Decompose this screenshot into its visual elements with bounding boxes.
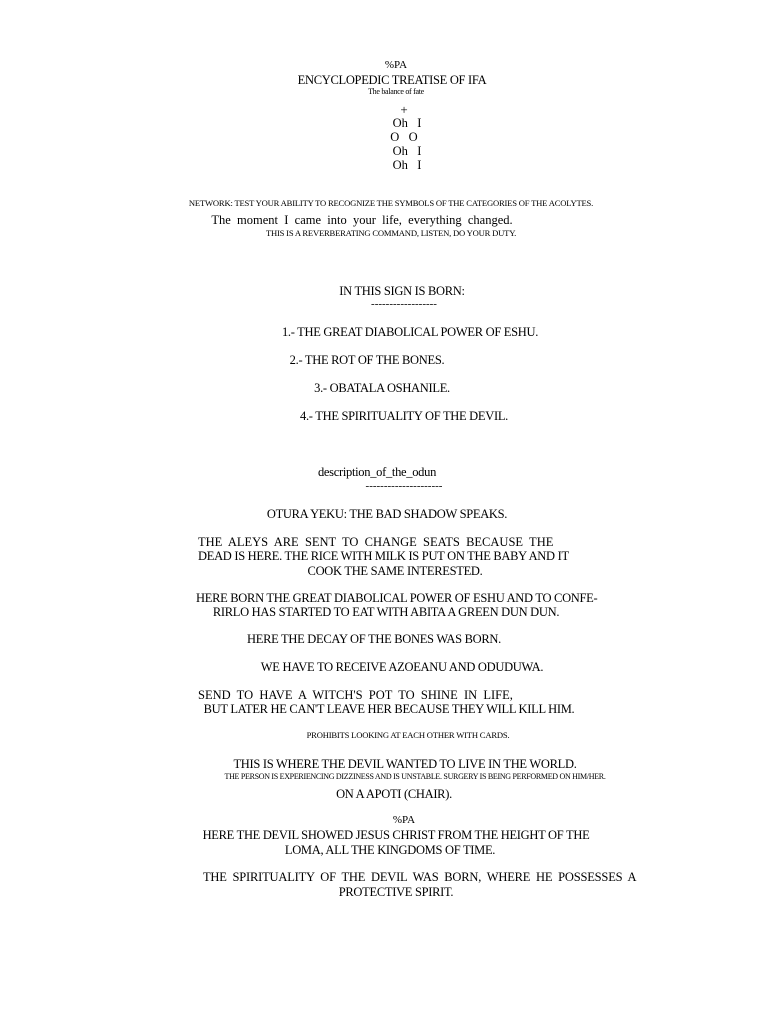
description-line: THE SPIRITUALITY OF THE DEVIL WAS BORN, WHERE HE POSSESSES A [203, 870, 637, 884]
document-subtitle: The balance of fate [368, 87, 424, 96]
born-item-1: 1.- THE GREAT DIABOLICAL POWER OF ESHU. [281, 325, 539, 339]
born-heading: IN THIS SIGN IS BORN: [339, 284, 465, 298]
description-heading: description_of_the_odun [317, 465, 437, 479]
description-line: PROTECTIVE SPIRIT. [338, 885, 454, 899]
description-line: HERE BORN THE GREAT DIABOLICAL POWER OF ESHU AND TO CONFE- [196, 591, 598, 605]
description-line: THE ALEYS ARE SENT TO CHANGE SEATS BECAUSE THE [198, 535, 554, 549]
description-line: SEND TO HAVE A WITCH'S POT TO SHINE IN LIFE, [198, 688, 513, 702]
description-line: PROHIBITS LOOKING AT EACH OTHER WITH CARDS. [306, 730, 510, 740]
moment-line: The moment I came into your life, everything changed. [211, 213, 513, 227]
description-rule: --------------------- [365, 480, 443, 492]
born-item-3: 3.- OBATALA OSHANILE. [314, 381, 450, 395]
sign-row-4: Oh I [392, 158, 422, 172]
sign-row-2: O O [390, 130, 418, 144]
document-title: ENCYCLOPEDIC TREATISE OF IFA [297, 73, 487, 87]
description-line: OTURA YEKU: THE BAD SHADOW SPEAKS. [266, 507, 508, 521]
description-line: THE PERSON IS EXPERIENCING DIZZINESS AND IS UNSTABLE. SURGERY IS BEING PERFORMED ON HIM/HER. [224, 772, 606, 781]
sign-row-3: Oh I [392, 144, 422, 158]
born-item-4: 4.- THE SPIRITUALITY OF THE DEVIL. [300, 409, 508, 423]
description-line: COOK THE SAME INTERESTED. [307, 564, 483, 578]
description-line: DEAD IS HERE. THE RICE WITH MILK IS PUT ON THE BABY AND IT [198, 549, 569, 563]
description-line: BUT LATER HE CAN'T LEAVE HER BECAUSE THEY WILL KILL HIM. [203, 702, 575, 716]
sign-row-1: Oh I [392, 116, 422, 130]
description-line: HERE THE DEVIL SHOWED JESUS CHRIST FROM THE HEIGHT OF THE [202, 828, 590, 842]
description-line: LOMA, ALL THE KINGDOMS OF TIME. [284, 843, 496, 857]
description-line: WE HAVE TO RECEIVE AZOEANU AND ODUDUWA. [260, 660, 544, 674]
document-code-repeat: %PA [392, 814, 416, 826]
description-line: ON A APOTI (CHAIR). [336, 787, 452, 801]
sign-plus: + [400, 102, 408, 117]
born-item-2: 2.- THE ROT OF THE BONES. [289, 353, 445, 367]
command-line: THIS IS A REVERBERATING COMMAND, LISTEN, DO YOUR DUTY. [265, 228, 517, 238]
description-line: HERE THE DECAY OF THE BONES WAS BORN. [247, 632, 501, 646]
description-line: RIRLO HAS STARTED TO EAT WITH ABITA A GREEN DUN DUN. [212, 605, 560, 619]
born-rule: ------------------ [371, 298, 437, 310]
description-line: THIS IS WHERE THE DEVIL WANTED TO LIVE IN THE WORLD. [233, 757, 577, 771]
network-line: NETWORK: TEST YOUR ABILITY TO RECOGNIZE THE SYMBOLS OF THE CATEGORIES OF THE ACOLYTES. [188, 198, 594, 208]
document-code: %PA [384, 59, 408, 71]
